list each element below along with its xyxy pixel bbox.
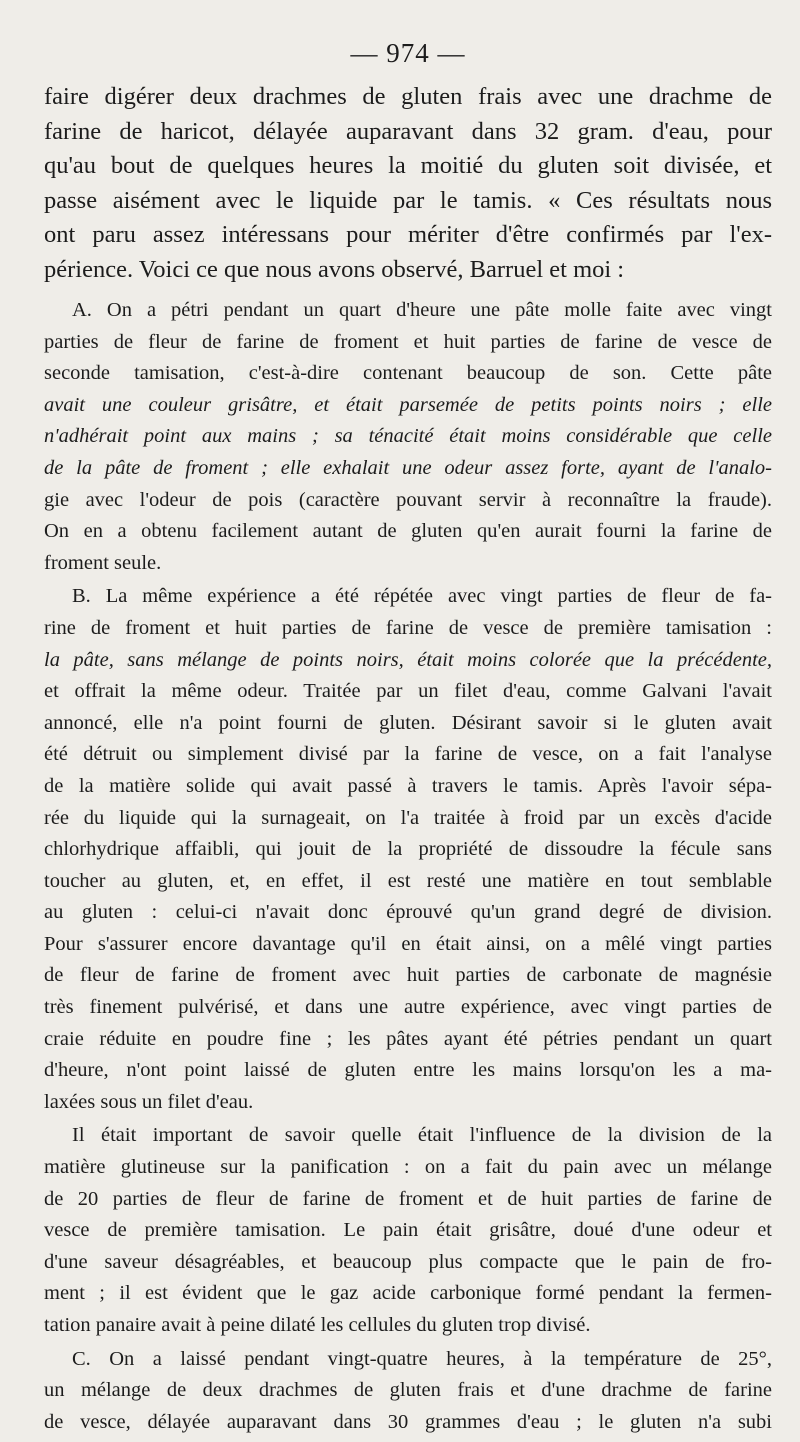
- panification-paragraph: [44, 1120, 772, 1341]
- text-line: périence. Voici ce que nous avons observé, Barruel et moi :: [44, 255, 625, 283]
- text-line: très finement pulvérisé, et dans une autre expérience, avec vingt parties de: [44, 996, 772, 1019]
- text-line: de vesce, délayée auparavant dans 30 grammes d'eau ; le gluten n'a subi: [44, 1410, 772, 1433]
- text-line: rine de froment et huit parties de farine de vesce de première tamisation :: [44, 616, 772, 639]
- text-line: chlorhydrique affaibli, qui jouit de la propriété de dissoudre la fécule sans: [44, 838, 772, 861]
- section-a-paragraph: [44, 295, 772, 579]
- text-line: annoncé, elle n'a point fourni de gluten. Désirant savoir si le gluten avait: [44, 711, 772, 734]
- text-line: d'une saveur désagréables, et beaucoup plus compacte que le pain de fro-: [44, 1250, 772, 1273]
- text-line: avait une couleur grisâtre, et était parsemée de petits points noirs ; elle: [44, 393, 772, 416]
- text-line: froment seule.: [44, 551, 162, 574]
- text-line: passe aisément avec le liquide par le tamis. « Ces résultats nous: [44, 186, 772, 214]
- text-line: Il était important de savoir quelle était l'influence de la division de la: [72, 1124, 772, 1147]
- text-line: On en a obtenu facilement autant de gluten qu'en aurait fourni la farine de: [44, 520, 772, 543]
- text-line: matière glutineuse sur la panification : on a fait du pain avec un mélange: [44, 1156, 772, 1179]
- text-line: toucher au gluten, et, en effet, il est resté une matière en tout semblable: [44, 869, 772, 892]
- section-b-paragraph: [44, 581, 772, 1118]
- text-line: la pâte, sans mélange de points noirs, était moins colorée que la précédente,: [44, 648, 772, 671]
- text-line: laxées sous un filet d'eau.: [44, 1090, 254, 1113]
- text-line: été détruit ou simplement divisé par la farine de vesce, on a fait l'analyse: [44, 743, 772, 766]
- section-c-paragraph: [44, 1344, 772, 1439]
- text-line: A. On a pétri pendant un quart d'heure une pâte molle faite avec vingt: [72, 299, 772, 321]
- text-line: un mélange de deux drachmes de gluten frais et d'une drachme de farine: [44, 1379, 772, 1402]
- text-line: de fleur de farine de froment avec huit parties de carbonate de magnésie: [44, 964, 772, 987]
- text-line: de la matière solide qui avait passé à travers le tamis. Après l'avoir sépa-: [44, 774, 772, 797]
- lead-paragraph: [44, 80, 772, 287]
- text-line: C. On a laissé pendant vingt-quatre heures, à la température de 25°,: [72, 1347, 772, 1370]
- text-line: de 20 parties de fleur de farine de froment et de huit parties de farine de: [44, 1187, 772, 1210]
- text-line: et offrait la même odeur. Traitée par un filet d'eau, comme Galvani l'avait: [44, 680, 772, 703]
- text-line: vesce de première tamisation. Le pain était grisâtre, doué d'une odeur et: [44, 1219, 772, 1242]
- text-line: rée du liquide qui la surnageait, on l'a traitée à froid par un excès d'acide: [44, 806, 772, 829]
- text-line: craie réduite en poudre fine ; les pâtes ayant été pétries pendant un quart: [44, 1027, 772, 1050]
- text-line: parties de fleur de farine de froment et huit parties de farine de vesce de: [44, 330, 772, 353]
- text-line: ont paru assez intéressans pour mériter d'être confirmés par l'ex-: [44, 221, 772, 248]
- text-line: qu'au bout de quelques heures la moitié du gluten soit divisée, et: [44, 152, 772, 179]
- text-line: tation panaire avait à peine dilaté les cellules du gluten trop divisé.: [44, 1314, 591, 1336]
- text-line: farine de haricot, délayée auparavant dans 32 gram. d'eau, pour: [44, 117, 772, 145]
- text-line: n'adhérait point aux mains ; sa ténacité était moins considérable que celle: [44, 425, 772, 448]
- text-line: Pour s'assurer encore davantage qu'il en était ainsi, on a mêlé vingt parties: [44, 932, 772, 955]
- page-number: — 974 —: [350, 38, 466, 68]
- text-line: gie avec l'odeur de pois (caractère pouvant servir à reconnaître la fraude).: [44, 488, 772, 511]
- text-line: faire digérer deux drachmes de gluten frais avec une drachme de: [44, 83, 772, 110]
- text-line: ment ; il est évident que le gaz acide carbonique formé pendant la fermen-: [44, 1282, 772, 1305]
- text-line: de la pâte de froment ; elle exhalait une odeur assez forte, ayant de l'analo-: [44, 456, 772, 479]
- text-line: au gluten : celui-ci n'avait donc éprouvé qu'un grand degré de division.: [44, 901, 772, 924]
- text-line: B. La même expérience a été répétée avec vingt parties de fleur de fa-: [72, 585, 772, 608]
- text-line: d'heure, n'ont point laissé de gluten entre les mains lorsqu'on les a ma-: [44, 1059, 772, 1082]
- text-line: seconde tamisation, c'est-à-dire contenant beaucoup de son. Cette pâte: [44, 362, 772, 385]
